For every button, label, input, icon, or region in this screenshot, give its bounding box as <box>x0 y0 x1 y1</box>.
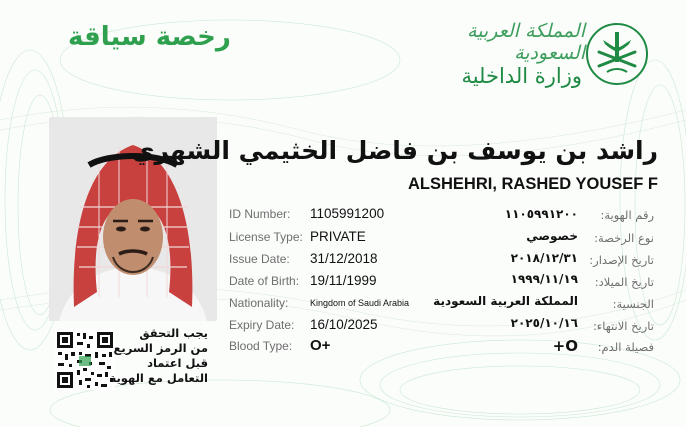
expiry-date-value-arabic: ٢٠٢٥/١٠/١٦ <box>510 316 578 330</box>
id-number-label: ID Number: <box>229 207 291 221</box>
holder-name-arabic: راشد بن يوسف بن فاضل الخثيمي الشهري <box>131 136 658 165</box>
license-type-label-arabic: نوع الرخصة: <box>594 231 654 245</box>
blood-type-label: Blood Type: <box>229 339 293 353</box>
issue-date-label: Issue Date: <box>229 252 290 266</box>
date-of-birth-label-arabic: تاريخ الميلاد: <box>594 275 654 289</box>
blood-type-label-arabic: فصيلة الدم: <box>597 340 654 354</box>
license-type-label: License Type: <box>229 230 303 244</box>
nationality-label-arabic: الجنسية: <box>612 297 654 311</box>
document-title: رخصة سياقة <box>68 22 231 52</box>
holder-name-english: ALSHEHRI, RASHED YOUSEF F <box>408 175 658 193</box>
blood-type-value: O+ <box>310 337 331 354</box>
nationality-value: Kingdom of Saudi Arabia <box>310 298 410 308</box>
kingdom-name: المملكة العربية السعودية <box>467 20 585 64</box>
ministry-name: وزارة الداخلية <box>461 64 582 88</box>
expiry-date-value: 16/10/2025 <box>310 317 378 332</box>
qr-verification-note <box>109 326 208 386</box>
license-type-value: PRIVATE <box>310 229 366 244</box>
verification-line: من الرمز السريع <box>113 341 208 355</box>
qr-code-icon[interactable] <box>55 330 115 390</box>
issue-date-value: 31/12/2018 <box>310 251 378 266</box>
id-number-label-arabic: رقم الهوية: <box>600 208 654 222</box>
verification-line: التعامل مع الهوية <box>109 371 208 385</box>
issue-date-value-arabic: ٢٠١٨/١٢/٣١ <box>510 251 578 265</box>
id-number-value-arabic: ١١٠٥٩٩١٢٠٠ <box>504 207 578 221</box>
verification-line: قبل اعتماد <box>147 356 208 370</box>
issue-date-label-arabic: تاريخ الإصدار: <box>589 253 654 267</box>
nationality-label: Nationality: <box>229 296 289 310</box>
id-number-value: 1105991200 <box>310 206 385 221</box>
expiry-date-label: Expiry Date: <box>229 318 295 332</box>
nationality-value-arabic: المملكة العربية السعودية <box>433 294 578 308</box>
verification-line: يجب التحقق <box>139 326 208 340</box>
license-type-value-arabic: خصوصي <box>526 229 578 243</box>
date-of-birth-value: 19/11/1999 <box>310 273 377 288</box>
saudi-emblem-icon <box>585 22 649 86</box>
date-of-birth-label: Date of Birth: <box>229 274 300 288</box>
date-of-birth-value-arabic: ١٩٩٩/١١/١٩ <box>510 272 578 286</box>
expiry-date-label-arabic: تاريخ الانتهاء: <box>592 319 654 333</box>
blood-type-value-arabic: O+ <box>552 337 578 355</box>
